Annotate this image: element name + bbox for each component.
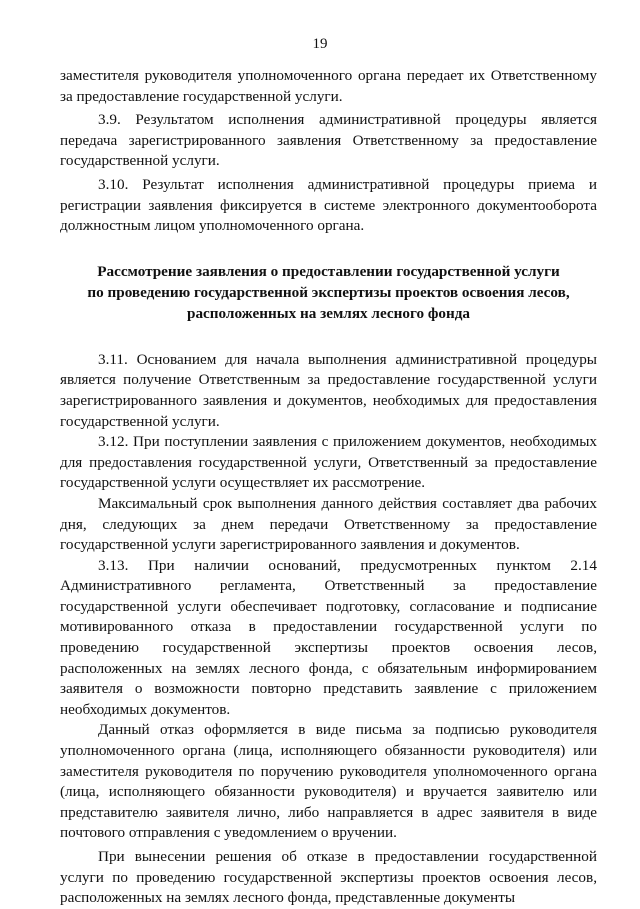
paragraph-refusal-decision: При вынесении решения об отказе в предоставлении государственной услуги по проведению государственной экспертизы проектов освоения лесов, расположенных на землях лесного фонда, представленные документы [60,848,597,907]
section-heading-line-1: Рассмотрение заявления о предоставлении государственной услуги [97,262,560,280]
section-heading-line-2: по проведению государственной экспертизы проектов освоения лесов, [87,283,570,301]
section-heading [60,261,597,324]
paragraph-continuation: заместителя руководителя уполномоченного органа передает их Ответственному за предоставление государственной услуги. [60,67,597,105]
paragraph-3-9: 3.9. Результатом исполнения административной процедуры является передача зарегистрированного заявления Ответственному за предоставление государственной услуги. [60,111,597,170]
page-number: 19 [312,36,328,52]
paragraph-3-13: 3.13. При наличии оснований, предусмотренных пунктом 2.14 Административного регламента, Ответственный за предоставление государственной услуги обеспечивает подготовку, согласование и подписание мотивированного отказа в предоставлении государственной услуги по проведению государственной экспертизы проектов освоения лесов, расположенных на землях лесного фонда, с обязательным информированием заявителя о возможности повторно представить заявление с приложением необходимых документов. [60,556,597,718]
paragraph-max-term: Максимальный срок выполнения данного действия составляет два рабочих дня, следующих за днем передачи Ответственному за предоставление государственной услуги зарегистрированного заявления и документов. [60,494,597,554]
paragraph-refusal-letter: Данный отказ оформляется в виде письма за подписью руководителя уполномоченного органа (лица, исполняющего обязанности руководителя) или заместителя руководителя по поручению руководителя уполномоченного органа (лица, исполняющего обязанности руководителя) и вручается заявителю или представителю заявителя лично, либо направляется в адрес заявителя в виде почтового отправления с уведомлением о вручении. [60,721,597,842]
paragraph-3-11: 3.11. Основанием для начала выполнения административной процедуры является получение Ответственным за предоставление государственной услуги зарегистрированного заявления и документов, необходимых для предоставления государственной услуги. [60,350,597,430]
section-heading-line-3: расположенных на землях лесного фонда [187,304,470,322]
page-body [60,66,597,909]
paragraph-3-10: 3.10. Результат исполнения административной процедуры приема и регистрации заявления фиксируется в системе электронного документооборота должностным лицом уполномоченного органа. [60,175,597,235]
paragraph-3-12: 3.12. При поступлении заявления с приложением документов, необходимых для предоставления государственной услуги, Ответственный за предоставление государственной услуги осуществляет их рассмотрение. [60,433,597,492]
